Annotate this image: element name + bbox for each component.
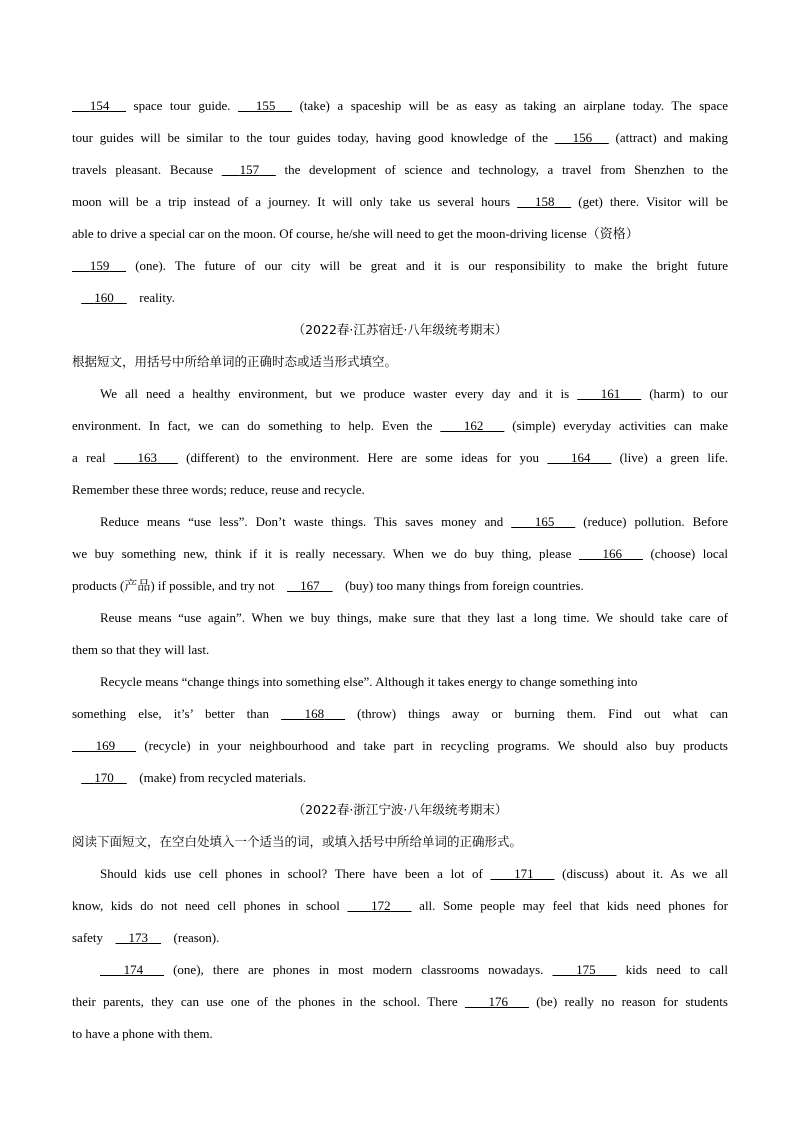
text-line — [72, 154, 728, 186]
text-fragment: (different) to the environment. Here are some ideas for you — [177, 450, 548, 465]
text-fragment: (be) really no reason for students — [528, 994, 728, 1009]
text-fragment: (harm) to our — [641, 386, 728, 401]
text-fragment: to have a phone with them. — [72, 1026, 213, 1041]
instruction-text: 阅读下面短文，在空白处填入一个适当的词，或填入括号中所给单词的正确形式。 — [72, 834, 523, 849]
text-fragment: (reason). — [170, 930, 220, 945]
answer-blank-165[interactable]: 165 — [534, 514, 555, 529]
text-fragment: (attract) and making — [608, 130, 729, 145]
text-line — [72, 218, 728, 250]
answer-blank-167[interactable]: 167 — [300, 578, 320, 593]
answer-blank-154[interactable]: 154 — [89, 98, 110, 113]
text-fragment: (buy) too many things from foreign countries. — [341, 578, 584, 593]
text-line — [72, 378, 728, 410]
text-fragment: (discuss) about it. As we all — [554, 866, 728, 881]
answer-blank-172[interactable]: 172 — [371, 898, 391, 913]
text-line — [72, 186, 728, 218]
text-fragment: know, kids do not need cell phones in school — [72, 898, 348, 913]
text-fragment: a real — [72, 450, 114, 465]
text-fragment: Remember these three words; reduce, reuse and recycle. — [72, 482, 365, 497]
source-note: （2022春·浙江宁波·八年级统考期末） — [292, 802, 508, 817]
answer-blank-176[interactable]: 176 — [488, 994, 508, 1009]
text-fragment: environment. In fact, we can do something to help. Even the — [72, 418, 441, 433]
text-fragment: Should kids use cell phones in school? There have been a lot of — [100, 866, 491, 881]
text-line — [72, 250, 728, 282]
text-line — [72, 506, 728, 538]
answer-blank-174[interactable]: 174 — [123, 962, 144, 977]
text-fragment: safety — [72, 930, 107, 945]
text-fragment: Reuse means “use again”. When we buy things, make sure that they last a long time. We should take care of — [100, 610, 728, 625]
answer-blank-164[interactable]: 164 — [570, 450, 591, 465]
text-fragment: (choose) local — [642, 546, 728, 561]
text-fragment: reality. — [136, 290, 175, 305]
answer-blank-160[interactable]: 160 — [94, 290, 114, 305]
answer-blank-157[interactable]: 157 — [239, 162, 260, 177]
text-line — [72, 1018, 728, 1050]
document-page — [72, 90, 728, 1050]
text-line — [72, 698, 728, 730]
answer-blank-156[interactable]: 156 — [572, 130, 593, 145]
text-fragment: products (产品) if possible, and try not — [72, 578, 278, 593]
text-line — [72, 602, 728, 634]
text-fragment: all. Some people may feel that kids need phones for — [411, 898, 728, 913]
text-fragment: Recycle means “change things into something else”. Although it takes energy to change something into — [100, 674, 638, 689]
answer-blank-169[interactable]: 169 — [95, 738, 116, 753]
text-fragment: moon will be a trip instead of a journey. It will only take us several hours — [72, 194, 518, 209]
text-fragment: Reduce means “use less”. Don’t waste things. This saves money and — [100, 514, 512, 529]
source-note: （2022春·江苏宿迁·八年级统考期末） — [292, 322, 508, 337]
answer-blank-166[interactable]: 166 — [602, 546, 623, 561]
answer-blank-175[interactable]: 175 — [576, 962, 596, 977]
text-fragment: their parents, they can use one of the phones in the school. There — [72, 994, 465, 1009]
text-fragment: We all need a healthy environment, but we produce waster every day and it is — [100, 386, 578, 401]
text-fragment: (make) from recycled materials. — [136, 770, 306, 785]
answer-blank-161[interactable]: 161 — [600, 386, 621, 401]
text-fragment: (take) a spaceship will be as easy as taking an airplane today. The space — [292, 98, 728, 113]
text-line — [72, 282, 728, 314]
text-fragment: we buy something new, think if it is really necessary. When we do buy thing, please — [72, 546, 579, 561]
text-line — [72, 858, 728, 890]
text-line — [72, 666, 728, 698]
text-fragment: able to drive a special car on the moon. Of course, he/she will need to get the moon-driving license（资格） — [72, 226, 639, 241]
text-fragment: kids need to call — [616, 962, 728, 977]
text-line — [72, 410, 728, 442]
text-line — [72, 538, 728, 570]
answer-blank-159[interactable]: 159 — [89, 258, 110, 273]
text-fragment: (get) there. Visitor will be — [571, 194, 728, 209]
text-line — [72, 986, 728, 1018]
answer-blank-168[interactable]: 168 — [304, 706, 325, 721]
text-line — [72, 890, 728, 922]
text-line — [72, 90, 728, 122]
text-fragment: something else, it’s’ better than — [72, 706, 282, 721]
text-fragment: (simple) everyday activities can make — [504, 418, 728, 433]
answer-blank-163[interactable]: 163 — [137, 450, 157, 465]
text-line — [72, 442, 728, 474]
text-fragment: the development of science and technology, a travel from Shenzhen to the — [275, 162, 729, 177]
text-line — [72, 730, 728, 762]
answer-blank-173[interactable]: 173 — [128, 930, 149, 945]
text-fragment: them so that they will last. — [72, 642, 210, 657]
text-fragment: (one). The future of our city will be great and it is our responsibility to make the bright future — [126, 258, 728, 273]
text-fragment: travels pleasant. Because — [72, 162, 222, 177]
instruction-text: 根据短文，用括号中所给单词的正确时态或适当形式填空。 — [72, 354, 398, 369]
text-line — [72, 570, 728, 602]
answer-blank-171[interactable]: 171 — [514, 866, 534, 881]
text-fragment: (one), there are phones in most modern classrooms nowadays. — [164, 962, 553, 977]
answer-blank-170[interactable]: 170 — [94, 770, 114, 785]
text-fragment: (throw) things away or burning them. Find out what can — [345, 706, 728, 721]
text-line — [72, 634, 728, 666]
text-line — [72, 474, 728, 506]
text-fragment: (recycle) in your neighbourhood and take part in recycling programs. We should also buy products — [136, 738, 728, 753]
answer-blank-155[interactable]: 155 — [255, 98, 276, 113]
text-fragment: (reduce) pollution. Before — [575, 514, 728, 529]
text-fragment: (live) a green life. — [611, 450, 728, 465]
answer-blank-158[interactable]: 158 — [535, 194, 555, 209]
text-line — [72, 922, 728, 954]
answer-blank-162[interactable]: 162 — [463, 418, 484, 433]
text-fragment: tour guides will be similar to the tour guides today, having good knowledge of the — [72, 130, 555, 145]
text-line — [72, 122, 728, 154]
text-line — [72, 762, 728, 794]
text-line — [72, 954, 728, 986]
text-fragment: space tour guide. — [126, 98, 239, 113]
